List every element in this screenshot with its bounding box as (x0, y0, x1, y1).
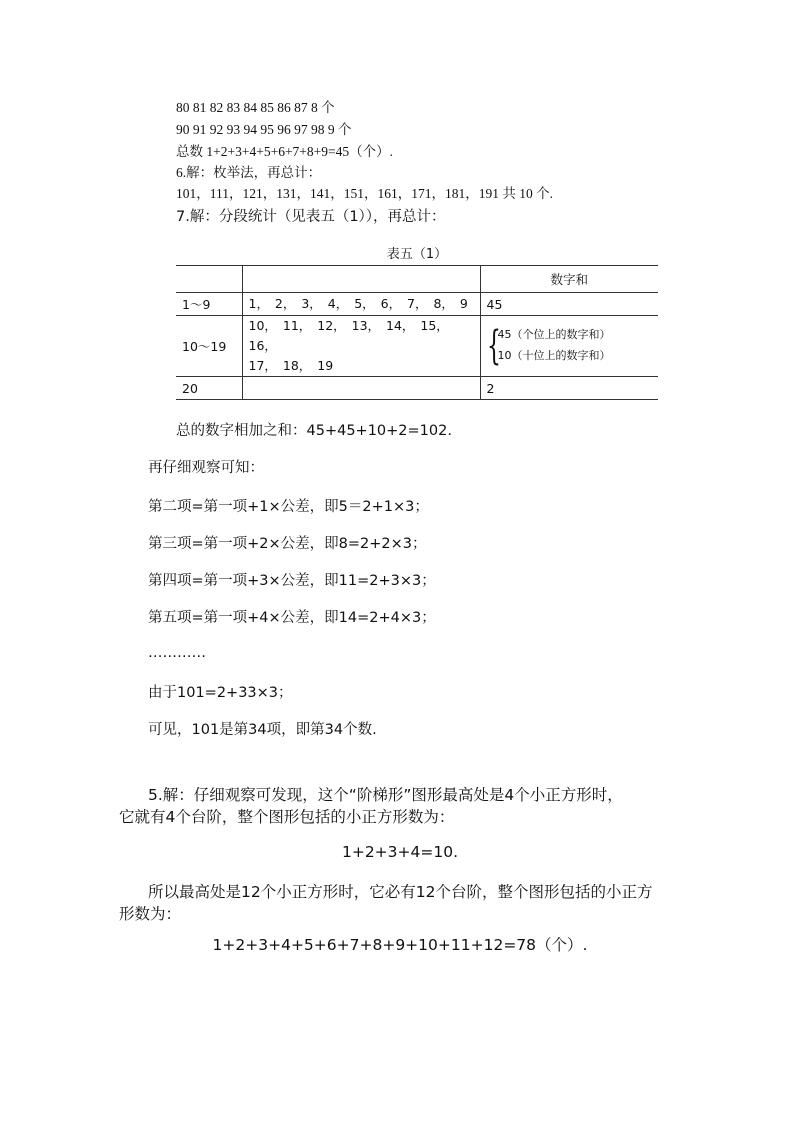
cell-sum: 45 (480, 293, 658, 316)
sum-tens-digits: 10（十位上的数字和） (497, 349, 611, 362)
cell-range: 1～9 (176, 293, 242, 316)
cell-numbers (242, 377, 480, 400)
cell-sum (480, 316, 658, 377)
cell-numbers: 1， 2， 3， 4， 5， 6， 7， 8， 9 (242, 293, 480, 316)
digit-sum-table (176, 265, 658, 400)
brace-group (487, 325, 653, 367)
q7-heading: 7.解：分段统计（见表五（1）），再总计： (176, 209, 446, 225)
text-line-1: 80 81 82 83 84 85 86 87 8 个 (176, 100, 335, 115)
observe-line-2: 第二项=第一项+1×公差，即5＝2+1×3； (148, 499, 429, 515)
text-line-2: 90 91 92 93 94 95 96 97 98 9 个 (176, 122, 352, 137)
cell-numbers-line-2: 17， 18， 19 (248, 358, 334, 373)
cell-range: 20 (176, 377, 242, 400)
cell-numbers-line-1: 10， 11， 12， 13， 14， 15， 16， (248, 318, 449, 353)
table-row (176, 377, 658, 400)
q5-formula-1: 1+2+3+4=10. (341, 843, 459, 861)
observe-line-4: 第四项=第一项+3×公差，即11=2+3×3； (148, 573, 436, 589)
text-line-5: 101，111，121，131，141，151，161，171，181，191 共 10 个. (176, 186, 553, 201)
observe-line-8: 可见，101是第34项，即第34个数. (148, 722, 377, 738)
cell-range: 10～19 (176, 316, 242, 377)
left-brace-icon: { (486, 323, 501, 369)
header-cell-sum: 数字和 (480, 266, 658, 293)
observe-line-3: 第三项=第一项+2×公差，即8=2+2×3； (148, 536, 427, 552)
text-line-4: 6.解：枚举法，再总计： (176, 165, 322, 180)
q5-line-1: 5.解：仔细观察可发现，这个“阶梯形”图形最高处是4个小正方形时， (148, 786, 623, 804)
brace-lines (498, 325, 611, 367)
sum-ones-digits: 45（个位上的数字和） (497, 328, 611, 342)
total-line: 总的数字相加之和：45+45+10+2=102. (176, 423, 452, 439)
header-cell-numbers (242, 266, 480, 293)
table-row (176, 293, 658, 316)
observe-line-1: 再仔细观察可知： (148, 460, 264, 476)
q5-line-2: 它就有4个台阶，整个图形包括的小正方形数为： (119, 808, 455, 826)
table-row (176, 316, 658, 377)
observe-line-6: ………… (148, 645, 206, 661)
header-cell-range (176, 266, 242, 293)
table-caption: 表五（1） (386, 247, 448, 262)
observe-line-7: 由于101=2+33×3； (148, 685, 293, 701)
table-header-row (176, 266, 658, 293)
q5-formula-2: 1+2+3+4+5+6+7+8+9+10+11+12=78（个）. (212, 936, 588, 954)
observe-line-5: 第五项=第一项+4×公差，即14=2+4×3； (148, 610, 436, 626)
cell-sum: 2 (480, 377, 658, 400)
q5-line-4: 形数为： (119, 905, 182, 923)
text-line-3: 总数 1+2+3+4+5+6+7+8+9=45（个）. (176, 144, 394, 159)
cell-numbers (242, 316, 480, 377)
q5-line-3: 所以最高处是12个小正方形时，它必有12个台阶，整个图形包括的小正方 (148, 883, 653, 901)
